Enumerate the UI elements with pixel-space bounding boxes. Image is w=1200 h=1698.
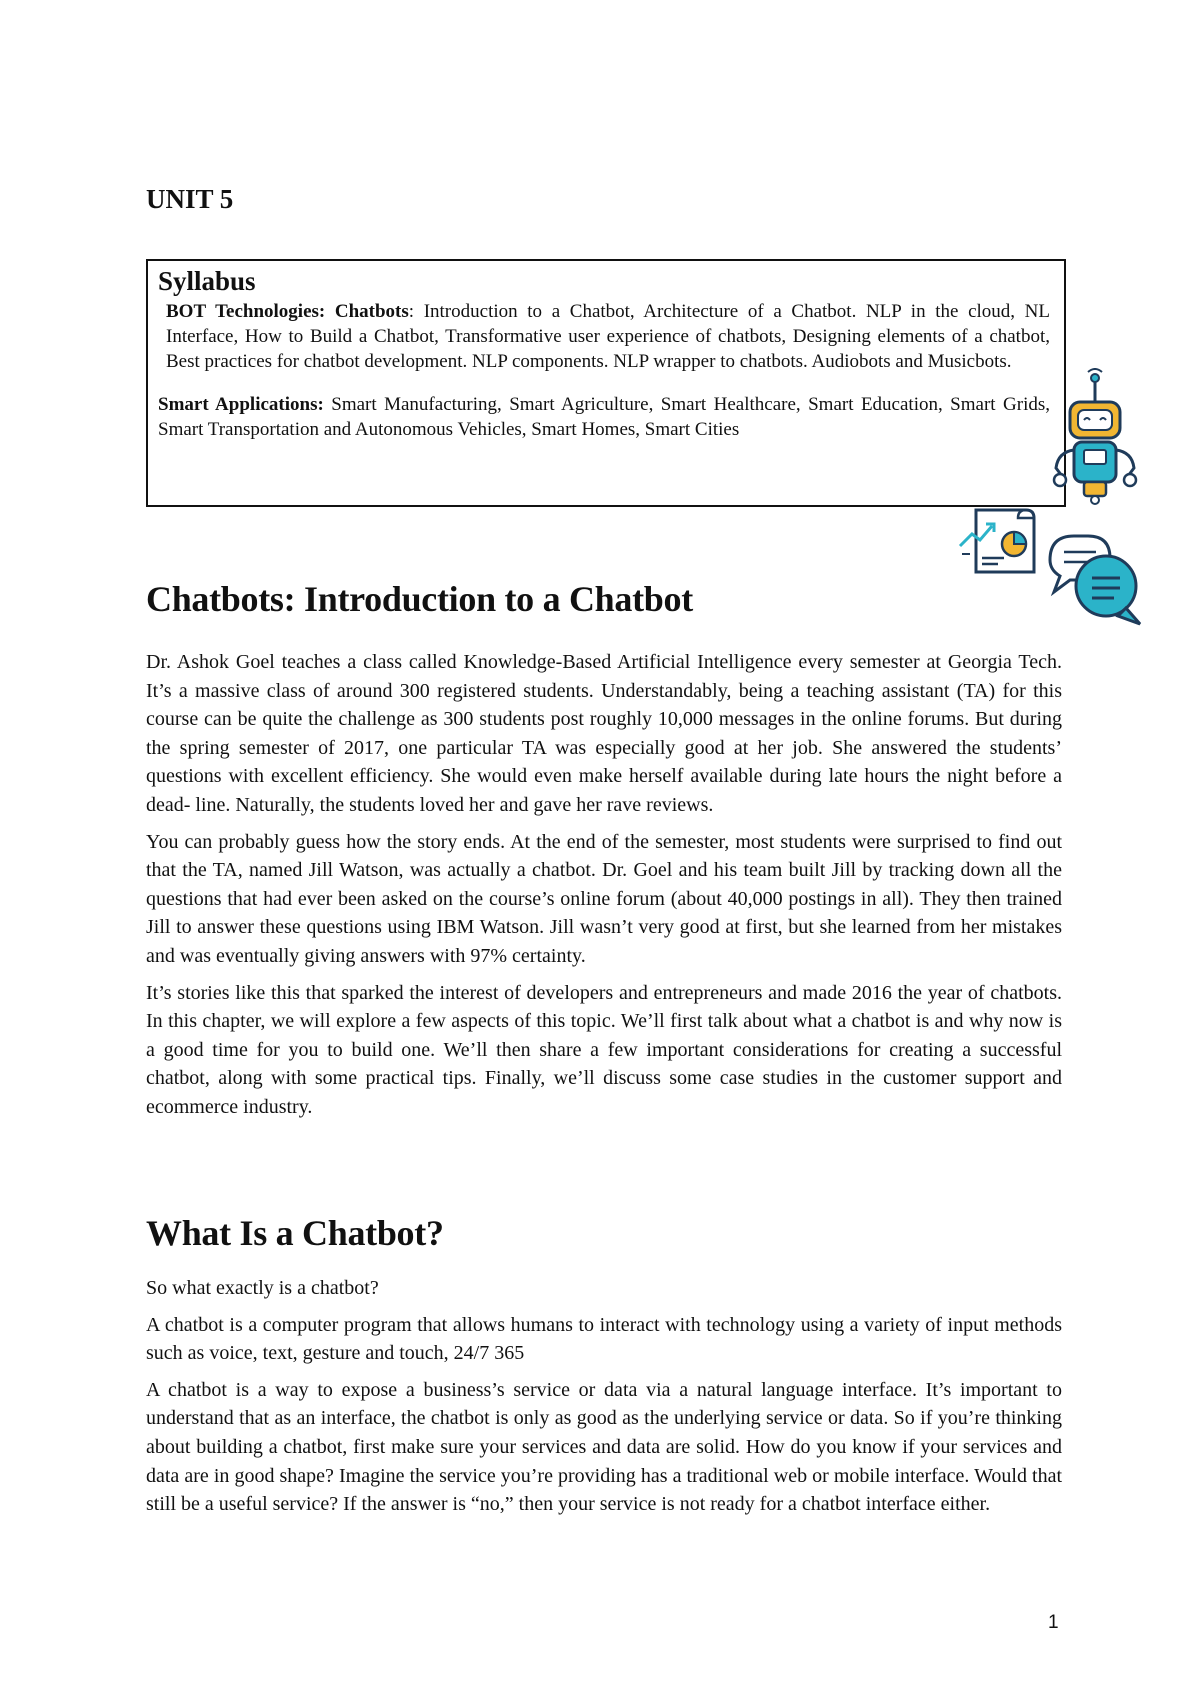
paragraph: A chatbot is a computer program that allows humans to interact with technology using a variety of input methods such as voice, text, gesture and touch, 24/7 365: [146, 1313, 1062, 1365]
paragraph: It’s stories like this that sparked the interest of developers and entrepreneurs and made 2016 the year of chatbots. In this chapter, we will explore a few aspects of this topic. We’ll first talk about what a chatbot is and why now is a good time for you to build one. We’ll then share a few important considerations for creating a successful chatbot, along with some practical tips. Finally, we’ll discuss some case studies in the customer support and ecommerce industry.: [146, 981, 1062, 1118]
report-chart-icon: [956, 500, 1046, 580]
chat-bubbles-icon: [1040, 530, 1150, 630]
section-heading-intro: Chatbots: Introduction to a Chatbot: [146, 579, 693, 619]
syllabus-bot-text: : Introduction to a Chatbot, Architecture of a Chatbot. NLP in the cloud, NL Interface, How to Build a Chatbot, Transformative user experience of chatbots, Designing elements of a chatbot, Best practices for chatbot development. NLP components. NLP wrapper to chatbots. Audiobots and Musicbots.: [166, 301, 1051, 372]
syllabus-bot-label: BOT Technologies: Chatbots: [166, 301, 409, 322]
paragraph: Dr. Ashok Goel teaches a class called Knowledge-Based Artificial Intelligence every semester at Georgia Tech. It’s a massive class of around 300 registered students. Understandably, being a teaching assistant (TA) for this course can be quite the challenge as 300 students post roughly 10,000 messages in the online forums. But during the spring semester of 2017, one particular TA was especially good at her job. She answered the students’ questions with excellent efficiency. She would even make herself available during late hours the night before a dead- line. Naturally, the students loved her and gave her rave reviews.: [146, 651, 1062, 816]
section-intro-body: [146, 648, 1062, 1130]
section-what-body: [146, 1274, 1062, 1527]
paragraph: So what exactly is a chatbot?: [146, 1277, 379, 1299]
paragraph: You can probably guess how the story ends. At the end of the semester, most students were surprised to find out that the TA, named Jill Watson, was actually a chatbot. Dr. Goel and his team built Jill by tracking down all the questions that had ever been asked on the course’s online forum (about 40,000 postings in all). They then trained Jill to answer these questions using IBM Watson. Jill wasn’t very good at first, but she learned from her mistakes and was eventually giving answers with 97% certainty.: [146, 830, 1062, 967]
robot-icon: [1040, 368, 1150, 518]
syllabus-bot-paragraph: [158, 299, 1050, 374]
syllabus-smart-paragraph: [158, 392, 1050, 442]
paragraph: A chatbot is a way to expose a business’s service or data via a natural language interface. It’s important to understand that as an interface, the chatbot is only as good as the underlying service or data. So if you’re thinking about building a chatbot, first make sure your services and data are solid. How do you know if your services and data are in good shape? Imagine the service you’re providing has a traditional web or mobile interface. Would that still be a useful service? If the answer is “no,” then your service is not ready for a chatbot interface either.: [146, 1378, 1062, 1516]
syllabus-smart-label: Smart Applications:: [158, 394, 324, 415]
syllabus-heading: Syllabus: [158, 266, 256, 296]
section-heading-what: What Is a Chatbot?: [146, 1213, 444, 1253]
unit-title: UNIT 5: [146, 184, 234, 214]
syllabus-box: [146, 259, 1066, 507]
syllabus-smart-text: Smart Manufacturing, Smart Agriculture, Smart Healthcare, Smart Education, Smart Grids, Smart Transportation and Autonomous Vehicles, Smart Homes, Smart Cities: [158, 394, 1050, 440]
page-number: 1: [1048, 1612, 1059, 1633]
